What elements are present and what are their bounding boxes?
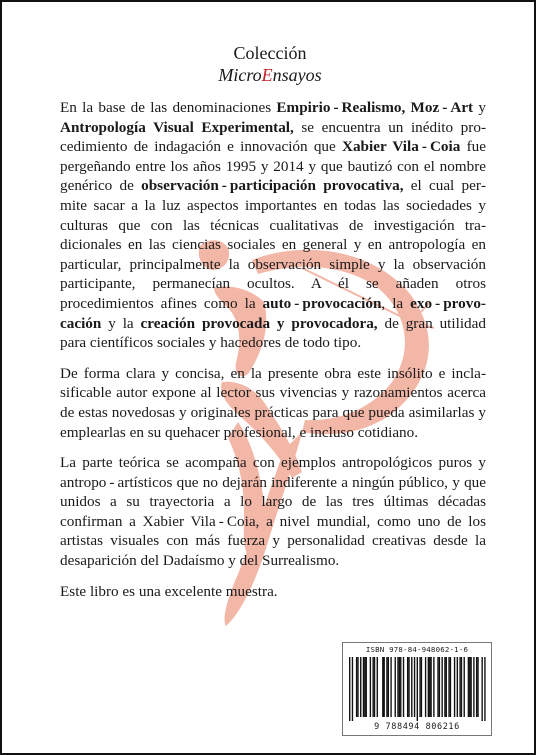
text-run: De forma clara y concisa, en la presente obra este insólito e inclasificable autor expone al lector sus vivencias y razonamientos acerca de estas novedosas y originales prácticas para que pueda asimilarlas y emplearlas en su quehacer profesional, e incluso cotidiano.	[60, 364, 486, 441]
barcode-bar	[356, 657, 357, 717]
barcode-bar	[377, 657, 378, 717]
bold-term: observación - participación provocativa,	[141, 177, 404, 195]
text-run: y	[473, 99, 487, 116]
text-run: , la	[381, 294, 411, 312]
text-run: de gran utilidad para científicos sociales y hacedores de todo tipo.	[60, 314, 486, 352]
barcode-bar	[382, 657, 383, 717]
barcode-bar	[397, 657, 398, 717]
bold-term: Xabier Vila - Coia	[342, 138, 461, 156]
text-run: se encuentra un inédito procedimiento de indagación e innovación que	[60, 118, 486, 156]
barcode-bar	[372, 657, 373, 717]
barcode-bar	[425, 657, 426, 717]
barcode-bar	[349, 657, 350, 721]
series-title	[2, 64, 536, 86]
paragraph	[60, 98, 486, 353]
bold-term: auto - provocación	[262, 294, 382, 312]
barcode-bar	[407, 657, 408, 717]
text-run: Este libro es una excelente muestra.	[60, 582, 278, 600]
barcode-bar	[403, 657, 404, 717]
barcode-icon	[349, 657, 487, 721]
barcode-bar	[484, 657, 485, 721]
barcode-bar	[414, 657, 415, 717]
barcode-bar	[461, 657, 462, 717]
barcode-bar	[450, 657, 451, 717]
barcode-bar	[384, 657, 385, 717]
barcode-bar	[366, 657, 367, 717]
bold-term: creación provocada y provocadora,	[140, 314, 378, 332]
collection-header	[2, 42, 536, 86]
series-title-suffix: nsayos	[272, 65, 322, 85]
barcode-bar	[390, 657, 391, 717]
barcode-bar	[408, 657, 409, 717]
barcode-bar	[370, 657, 371, 717]
barcode-bar	[454, 657, 455, 717]
barcode-bar	[464, 657, 465, 717]
barcode-bar	[352, 657, 353, 721]
barcode-bar	[428, 657, 429, 717]
blurb-text	[60, 98, 486, 612]
bold-term: Antropología Visual Experimental,	[60, 118, 294, 136]
isbn-barcode	[342, 642, 492, 736]
barcode-bar	[364, 657, 365, 717]
barcode-bar	[476, 657, 477, 717]
barcode-bar	[357, 657, 358, 717]
barcode-bar	[360, 657, 361, 717]
barcode-bar	[448, 657, 449, 717]
barcode-bar	[430, 657, 431, 717]
barcode-bar	[469, 657, 470, 717]
text-run: el cual permite sacar a la luz aspectos importantes en todas las sociedades y culturas que con las técnicas cualitativas de investigación tradicionales en las ciencias sociales en general y en antropología en particular, principalmente la observación simple y la observación participante, permanecían ocultos. A él se añaden otros procedimientos afines como la	[60, 177, 486, 312]
barcode-bar	[386, 657, 387, 717]
bold-term: exo - provocación	[60, 294, 486, 332]
barcode-bar	[444, 657, 445, 717]
barcode-bar	[399, 657, 400, 717]
series-title-accent: E	[261, 65, 273, 85]
barcode-bar	[400, 657, 401, 717]
paragraph	[60, 453, 486, 571]
isbn-label: ISBN 978-84-948062-1-6	[365, 645, 469, 654]
barcode-bar	[417, 657, 418, 721]
collection-label: Colección	[233, 43, 307, 63]
barcode-bar	[411, 657, 412, 717]
barcode-bar	[388, 657, 389, 717]
barcode-bar	[433, 657, 434, 717]
paragraph	[60, 364, 486, 442]
barcode-bar	[439, 657, 440, 717]
barcode-bar	[419, 657, 420, 717]
barcode-bar	[395, 657, 396, 717]
barcode-bar	[421, 657, 422, 717]
barcode-bar	[473, 657, 474, 717]
paragraph	[60, 582, 486, 602]
text-run: La parte teórica se acompaña con ejemplos antropológicos puros y antropo - artísticos que no dejarán indiferente a ningún público, y que unidos a su trayectoria a lo largo de las tres últimas décadas confirman a Xabier Vila - Coia, a nivel mundial, como uno de los artistas visuales con más fuerza y personalidad creativas desde la desaparición del Dadaísmo y del Surrealismo.	[60, 454, 486, 570]
barcode-bar	[468, 657, 469, 717]
barcode-bar	[429, 657, 430, 717]
barcode-bar	[437, 657, 438, 717]
barcode-bar	[470, 657, 471, 717]
barcode-bar	[477, 657, 478, 717]
barcode-bar	[374, 657, 375, 717]
barcode-bar	[441, 657, 442, 717]
bold-term: Empirio - Realismo, Moz - Art	[276, 99, 474, 116]
text-run: y la	[101, 314, 141, 332]
text-run: En la base de las denominaciones	[60, 99, 277, 116]
barcode-bar	[363, 657, 364, 717]
barcode-bar	[446, 657, 447, 717]
barcode-bar	[459, 657, 460, 717]
barcode-bar	[457, 657, 458, 717]
barcode-bar	[481, 657, 482, 721]
barcode-digits: 9 788494 806216	[374, 722, 460, 732]
series-title-prefix: Micro	[218, 65, 262, 85]
text-run: fue pergeñando entre los años 1995 y 2014 y que bautizó con el nombre genérico de	[60, 138, 486, 195]
